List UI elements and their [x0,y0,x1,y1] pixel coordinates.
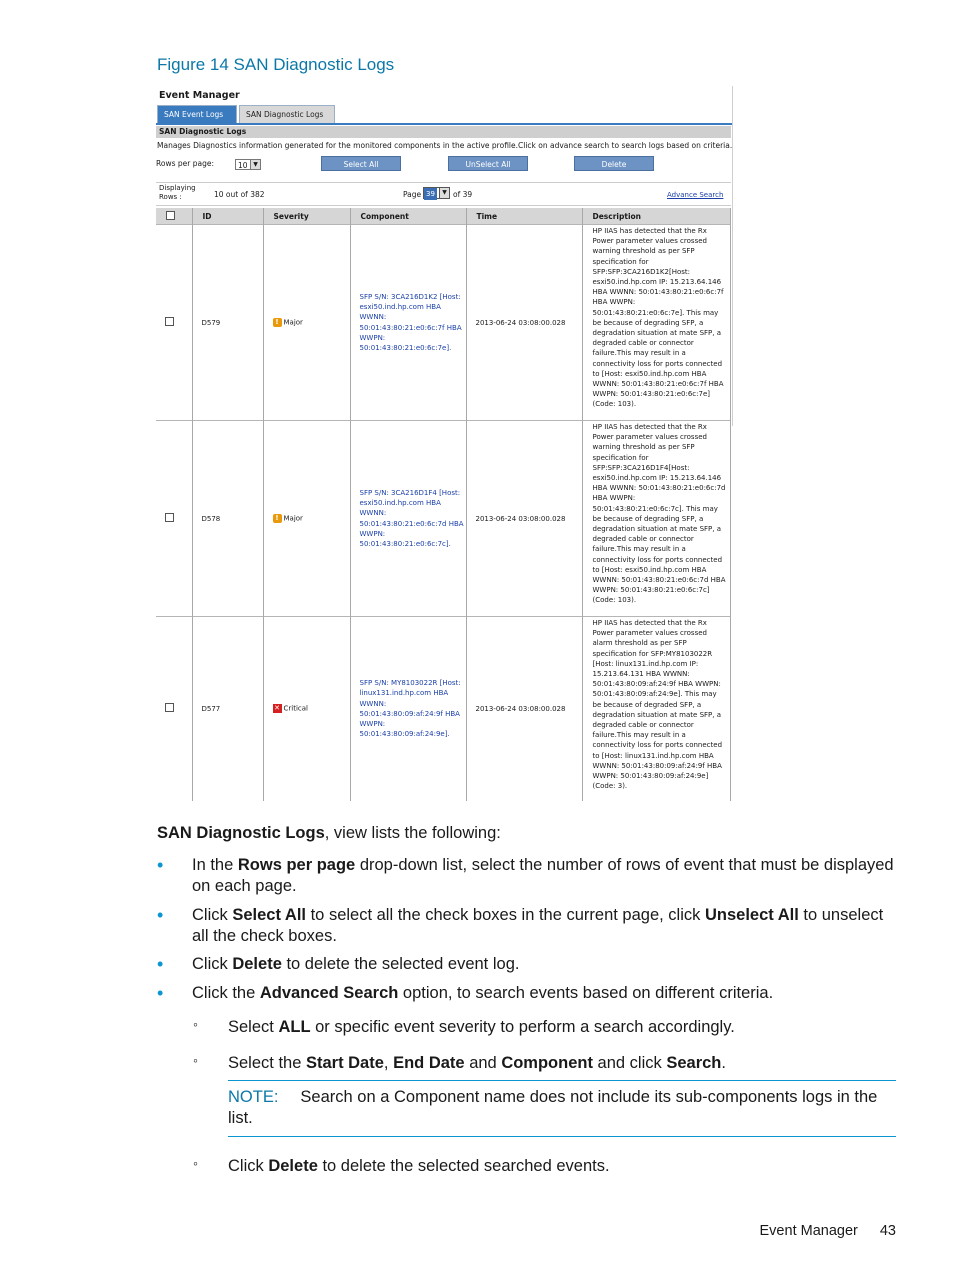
rows-per-page-value: 10 [238,161,248,170]
column-header-severity[interactable]: Severity [263,208,350,225]
footer-section: Event Manager [759,1223,858,1239]
intro-paragraph: SAN Diagnostic Logs, view lists the following: [157,824,501,842]
note-label: NOTE: [228,1088,279,1106]
bullet-icon: • [157,855,164,875]
circle-bullet-icon: ◦ [193,1016,198,1032]
column-header-time[interactable]: Time [466,208,582,225]
row-component: SFP S/N: 3CA216D1K2 [Host: esxi50.ind.hp.com HBA WWNN: 50:01:43:80:21:e0:6c:7f HBA WWPN: 50:01:43:80:21:e0:6c:7e]. [350,225,466,421]
table-header-row [156,208,730,225]
chevron-down-icon: ▼ [250,160,260,169]
note-text: Search on a Component name does not include its sub-components logs in the list. [228,1088,878,1127]
row-time: 2013-06-24 03:08:00.028 [466,421,582,617]
bullet-icon: • [157,905,164,925]
figure-caption: Figure 14 SAN Diagnostic Logs [157,55,395,74]
row-description: HP IIAS has detected that the Rx Power parameter values crossed warning threshold as per SFP specification for SFP:SFP:3CA216D1K2[Host: esxi50.ind.hp.com IP: 15.213.64.146 HBA WWNN: 50:01:43:80:21:e0:6c:7f HBA WWPN: 50:01:43:80:21:e0:6c:7e]. This may be because of degrading SFP, a degradation situation at mate SFP, a degraded cable or connector failure.This may result in a connectivity loss for ports connected to [Host: esxi50.ind.hp.com HBA WWNN: 50:01:43:80:21:e0:6c:7f HBA WWPN: 50:01:43:80:21:e0:6c:7e] (Code: 103). [582,225,730,421]
row-id: D578 [192,421,263,617]
page-select[interactable] [423,187,450,199]
panel-description: Manages Diagnostics information generated for the monitored components in the active profile.Click on advance search to search logs based on criteria. [157,141,733,150]
page-label: Page [403,190,422,199]
bullet-icon: • [157,954,164,974]
displaying-rows-label: Displaying Rows : [159,184,196,201]
row-component: SFP S/N: MY8103022R [Host: linux131.ind.hp.com HBA WWNN: 50:01:43:80:09:af:24:9f HBA WWPN: 50:01:43:80:09:af:24:9e]. [350,617,466,801]
row-id: D577 [192,617,263,801]
row-severity [263,225,350,421]
severity-label: Major [283,514,303,523]
tab-san-event-logs[interactable]: SAN Event Logs [157,105,237,124]
table-row [156,225,730,421]
sub-list-item: ◦ Select ALL or specific event severity to perform a search accordingly. [193,1016,735,1036]
circle-bullet-icon: ◦ [193,1052,198,1068]
row-time: 2013-06-24 03:08:00.028 [466,225,582,421]
table-row [156,617,730,801]
delete-button[interactable]: Delete [574,156,654,171]
list-item: • Click Delete to delete the selected event log. [157,954,520,974]
select-all-button[interactable]: Select All [321,156,401,171]
header-checkbox[interactable] [166,211,175,220]
row-severity [263,421,350,617]
row-checkbox[interactable] [165,513,174,522]
row-time: 2013-06-24 03:08:00.028 [466,617,582,801]
rows-per-page-label: Rows per page: [156,159,214,168]
row-checkbox-cell[interactable] [156,225,192,421]
window-title: Event Manager [159,90,240,101]
row-description: HP IIAS has detected that the Rx Power parameter values crossed alarm threshold as per SFP specification for SFP:MY8103022R [Host: linux131.ind.hp.com IP: 15.213.64.131 HBA WWNN: 50:01:43:80:09:af:24:9f HBA WWPN: 50:01:43:80:09:af:24:9e]. This may be because of degraded SFP, a degradation situation at mate SFP, a degraded cable or connector failure.This may result in a connectivity loss for ports connected to [Host: linux131.ind.hp.com HBA WWNN: 50:01:43:80:09:af:24:9f HBA WWPN: 50:01:43:80:09:af:24:9e] (Code: 3). [582,617,730,801]
table-row [156,421,730,617]
list-item: • Click the Advanced Search option, to search events based on different criteria. [157,983,774,1003]
advance-search-link[interactable]: Advance Search [667,191,724,199]
row-description: HP IIAS has detected that the Rx Power parameter values crossed warning threshold as per SFP specification for SFP:SFP:3CA216D1F4[Host: esxi50.ind.hp.com IP: 15.213.64.146 HBA WWNN: 50:01:43:80:21:e0:6c:7d HBA WWPN: 50:01:43:80:21:e0:6c:7c]. This may be because of degrading SFP, a degradation situation at mate SFP, a degraded cable or connector failure.This may result in a connectivity loss for ports connected to [Host: esxi50.ind.hp.com HBA WWNN: 50:01:43:80:21:e0:6c:7d HBA WWPN: 50:01:43:80:21:e0:6c:7c] (Code: 103). [582,421,730,617]
column-header-component[interactable]: Component [350,208,466,225]
sub-list-item: ◦ Click Delete to delete the selected searched events. [193,1155,610,1175]
page-footer [760,1223,896,1239]
unselect-all-button[interactable]: UnSelect All [448,156,528,171]
page-total: of 39 [453,190,473,199]
row-checkbox[interactable] [165,317,174,326]
rows-per-page-select[interactable] [235,159,261,170]
page-number: 43 [879,1223,896,1239]
tab-underline [156,123,732,125]
list-item: • In the Rows per page drop-down list, select the number of rows of event that must be displayed on each page. [157,855,894,895]
severity-label: Major [283,318,303,327]
tab-bar [157,105,335,123]
warning-icon: ! [273,318,282,327]
row-checkbox[interactable] [165,703,174,712]
column-header-description[interactable]: Description [582,208,730,225]
row-checkbox-cell[interactable] [156,617,192,801]
panel-divider [732,86,733,426]
row-component: SFP S/N: 3CA216D1F4 [Host: esxi50.ind.hp.com HBA WWNN: 50:01:43:80:21:e0:6c:7d HBA WWPN: 50:01:43:80:21:e0:6c:7c]. [350,421,466,617]
circle-bullet-icon: ◦ [193,1155,198,1171]
header-select-all-checkbox-cell[interactable] [156,208,192,225]
log-table [156,208,731,801]
panel-title: SAN Diagnostic Logs [156,126,731,138]
displaying-rows-count: 10 out of 382 [214,190,265,199]
chevron-down-icon: ▼ [439,188,449,198]
severity-label: Critical [283,704,308,713]
tab-san-diagnostic-logs[interactable]: SAN Diagnostic Logs [239,105,335,124]
critical-x-icon: ✕ [274,704,280,713]
page-select-value: 39 [426,190,435,198]
column-header-id[interactable]: ID [192,208,263,225]
list-item: • Click Select All to select all the check boxes in the current page, click Unselect All to unselect all the check boxes. [157,905,884,945]
bullet-icon: • [157,983,164,1003]
note-box [228,1080,896,1137]
warning-icon: ! [273,514,282,523]
sub-list-item: ◦ Select the Start Date, End Date and Component and click Search. [193,1052,726,1072]
row-severity [263,617,350,801]
row-checkbox-cell[interactable] [156,421,192,617]
event-manager-screenshot [155,86,735,804]
row-id: D579 [192,225,263,421]
